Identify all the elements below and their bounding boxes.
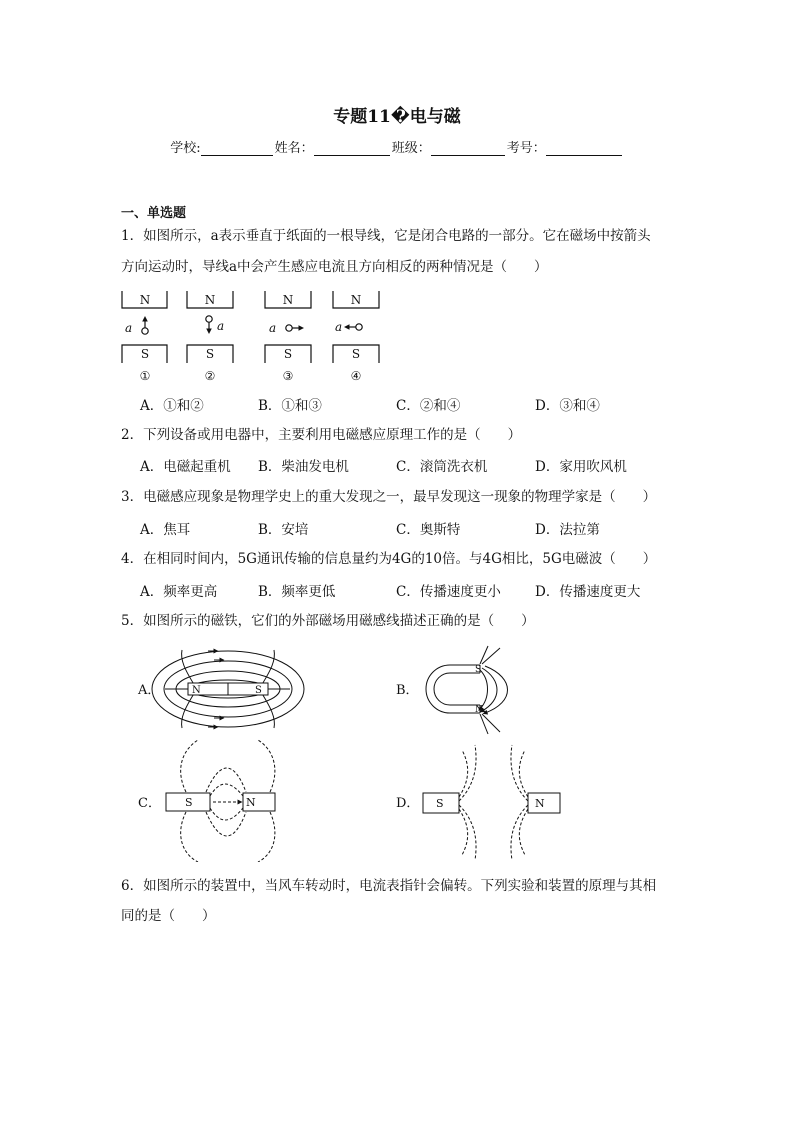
option-1b[interactable]: B．①和③ [258, 398, 322, 414]
option-4b[interactable]: B．频率更低 [258, 584, 336, 600]
option-5c-label[interactable]: C． [138, 796, 161, 811]
question-5-stem: 5．如图所示的磁铁，它们的外部磁场用磁感线描述正确的是（ ） [121, 613, 535, 629]
caption-1: ① [139, 369, 151, 383]
option-4c[interactable]: C．传播速度更小 [396, 584, 501, 600]
option-5d-diagram[interactable] [459, 745, 528, 860]
option-5a-diagram[interactable] [152, 650, 304, 728]
magnet-b-s-pole: S [475, 665, 482, 675]
question-6-stem-line1: 6．如图所示的装置中，当风车转动时，电流表指针会偏转。下列实验和装置的原理与其相 [121, 878, 657, 894]
magnet-3-top-pole: N [282, 293, 294, 307]
question-1-stem-line2: 方向运动时，导线a中会产生感应电流且方向相反的两种情况是（ ） [121, 259, 548, 275]
option-3d[interactable]: D．法拉第 [535, 522, 600, 538]
option-3b[interactable]: B．安培 [258, 522, 309, 538]
question-2-stem: 2．下列设备或用电器中，主要利用电磁感应原理工作的是（ ） [121, 427, 522, 443]
magnet-c-n-pole: N [246, 796, 256, 809]
wire-label-3: a [269, 321, 277, 335]
page-title: 专题11�电与磁 [333, 107, 461, 127]
question-4-stem: 4．在相同时间内，5G通讯传输的信息量约为4G的10倍。与4G相比，5G电磁波（ ） [121, 551, 657, 567]
option-1d[interactable]: D．③和④ [535, 398, 600, 414]
option-2d[interactable]: D．家用吹风机 [535, 459, 627, 475]
option-4a[interactable]: A．频率更高 [140, 584, 218, 600]
name-blank[interactable] [314, 141, 390, 156]
option-2b[interactable]: B．柴油发电机 [258, 459, 349, 475]
class-blank[interactable] [431, 141, 505, 156]
section-heading: 一、单选题 [121, 206, 187, 221]
option-2c[interactable]: C．滚筒洗衣机 [396, 459, 488, 475]
magnet-4-top-pole: N [350, 293, 362, 307]
option-4d[interactable]: D．传播速度更大 [535, 584, 641, 600]
wire-label-2: a [217, 319, 225, 333]
option-3a[interactable]: A．焦耳 [140, 522, 191, 538]
question-5-figure [130, 640, 590, 862]
magnet-3-bottom-pole: S [283, 347, 293, 361]
magnet-b-n-pole: N [475, 705, 483, 715]
wire-label-4: a [335, 320, 343, 334]
option-5b-diagram[interactable] [426, 646, 508, 734]
magnet-4-bottom-pole: S [351, 347, 361, 361]
option-3c[interactable]: C．奥斯特 [396, 522, 461, 538]
option-5b-label[interactable]: B． [396, 683, 419, 698]
wire-label-1: a [125, 321, 133, 335]
caption-4: ④ [350, 369, 362, 383]
question-3-stem: 3．电磁感应现象是物理学史上的重大发现之一，最早发现这一现象的物理学家是（ ） [121, 489, 657, 505]
option-5a-label[interactable]: A． [138, 683, 161, 698]
student-info-line [0, 137, 794, 156]
option-5d-label[interactable]: D． [396, 796, 420, 811]
magnet-a-n-pole: N [192, 685, 201, 696]
name-label: 姓名： [274, 141, 314, 156]
magnet-2-bottom-pole: S [205, 347, 215, 361]
magnet-d-s-pole: S [436, 797, 444, 810]
magnet-d-n-pole: N [535, 797, 545, 810]
magnet-1-top-pole: N [139, 293, 151, 307]
option-2a[interactable]: A．电磁起重机 [140, 459, 231, 475]
magnet-2-top-pole: N [204, 293, 216, 307]
option-1c[interactable]: C．②和④ [396, 398, 461, 414]
class-label: 班级： [391, 141, 431, 156]
number-blank[interactable] [546, 141, 622, 156]
number-label: 考号： [506, 141, 546, 156]
magnet-c-s-pole: S [185, 796, 193, 809]
magnet-1-bottom-pole: S [140, 347, 150, 361]
school-blank[interactable] [201, 141, 273, 156]
caption-2: ② [204, 369, 216, 383]
question-1-figure [115, 286, 395, 388]
magnet-a-s-pole: S [255, 685, 262, 696]
question-6-stem-line2: 同的是（ ） [121, 908, 216, 924]
school-label: 学校: [170, 141, 201, 156]
question-1-stem-line1: 1．如图所示，a表示垂直于纸面的一根导线，它是闭合电路的一部分。它在磁场中按箭头 [121, 228, 651, 244]
option-1a[interactable]: A．①和② [140, 398, 204, 414]
caption-3: ③ [282, 369, 294, 383]
